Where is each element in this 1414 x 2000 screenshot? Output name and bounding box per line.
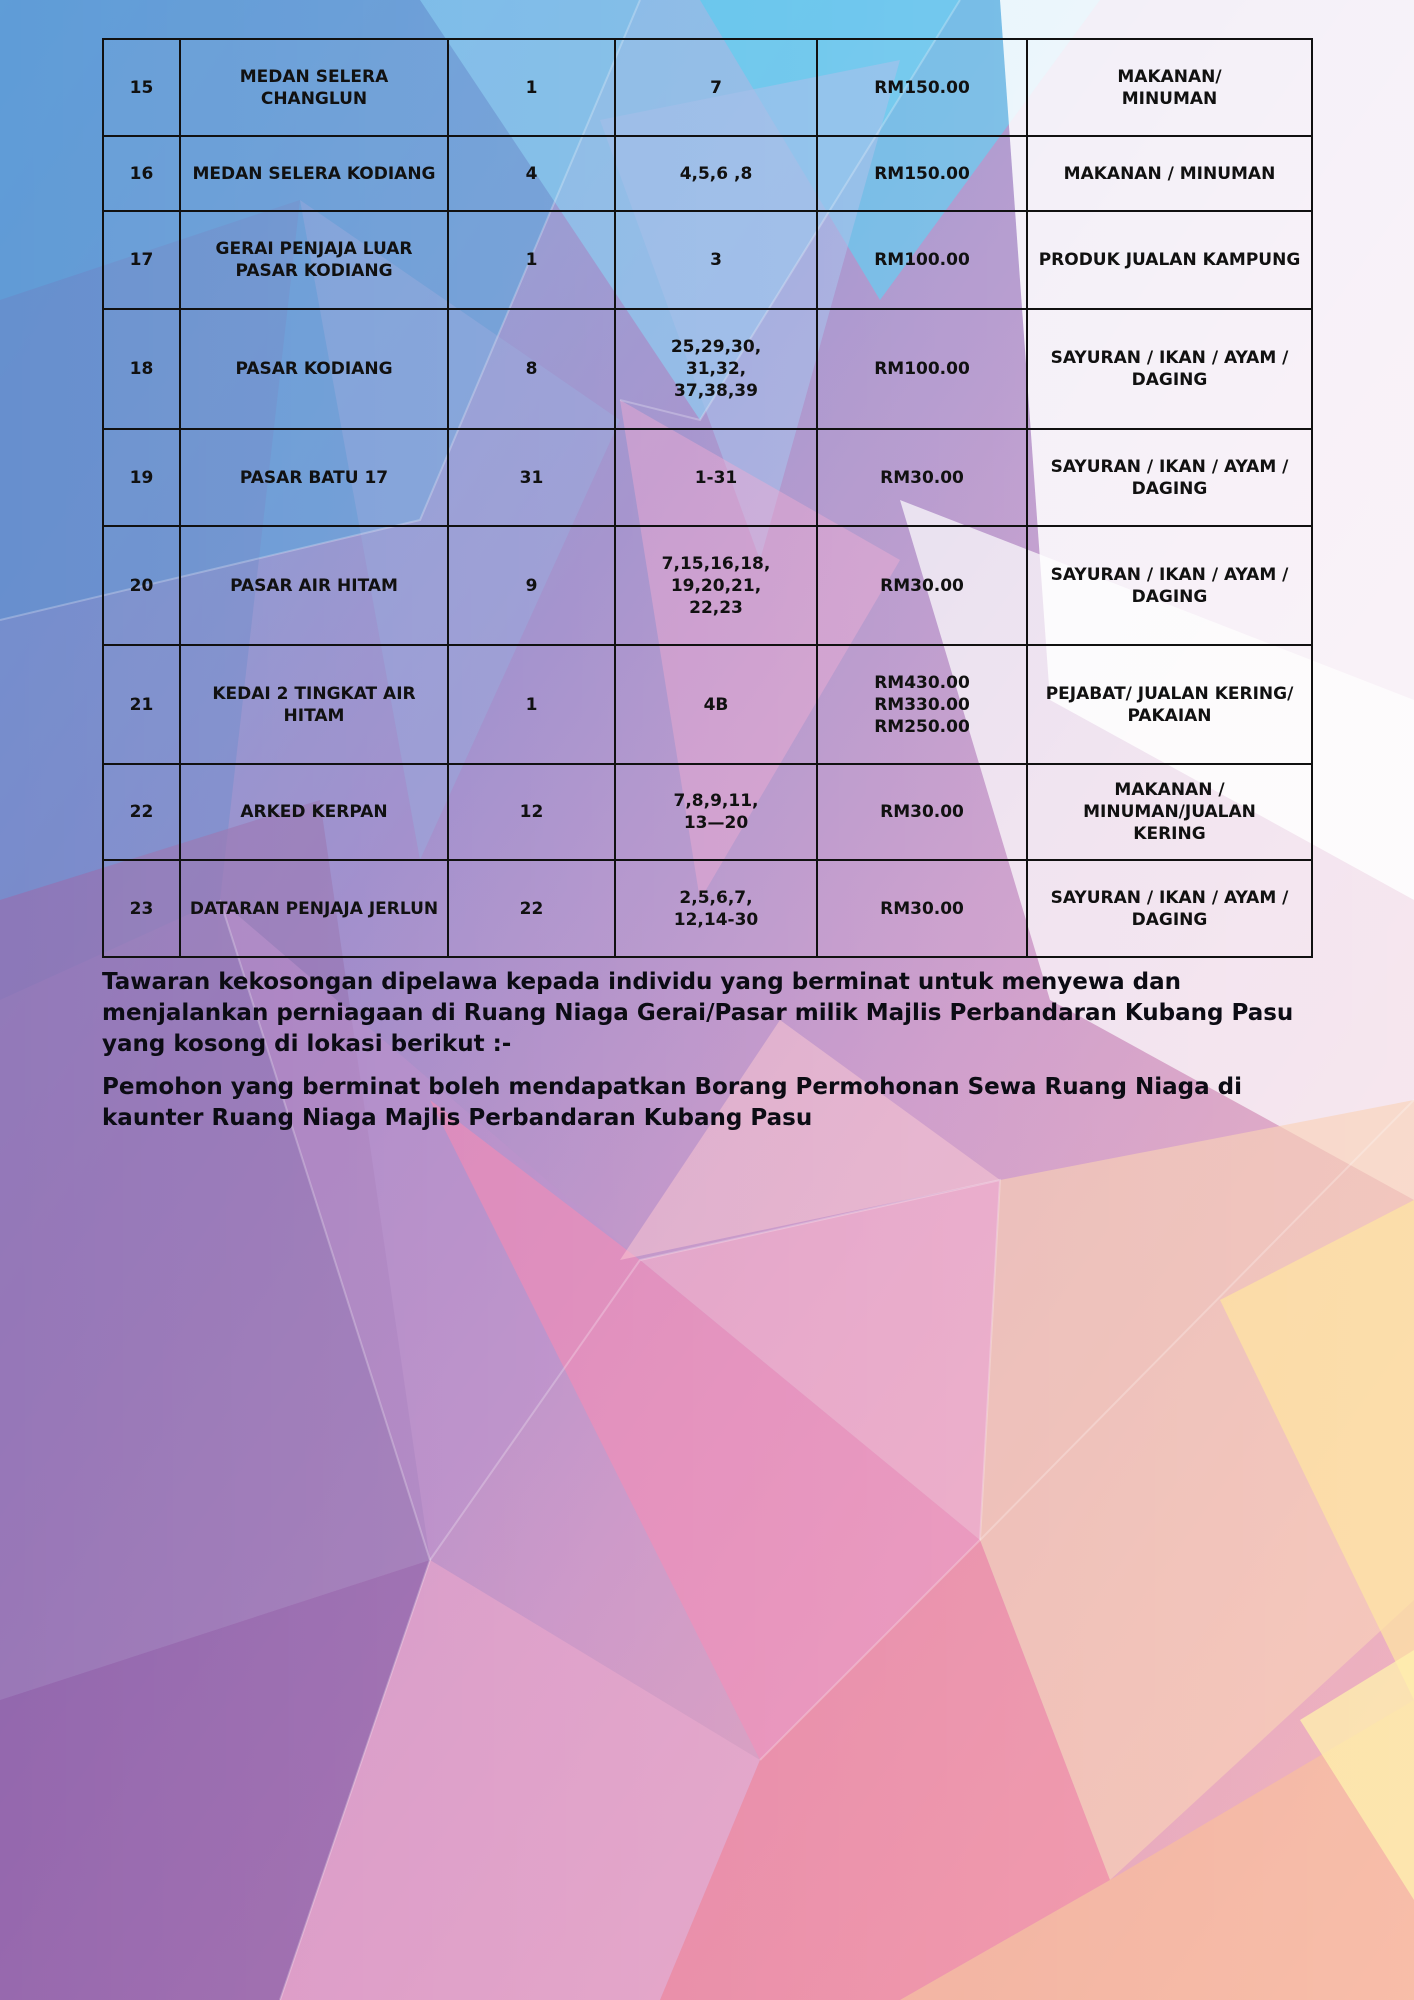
location-name: MEDAN SELERA KODIANG [180,136,448,211]
rental-rate: RM430.00 RM330.00 RM250.00 [817,645,1027,764]
vacant-count: 4 [448,136,615,211]
location-name: MEDAN SELERA CHANGLUN [180,39,448,136]
row-number: 18 [103,309,180,429]
rental-rate: RM30.00 [817,860,1027,957]
business-category: SAYURAN / IKAN / AYAM / DAGING [1027,429,1312,526]
rental-rate: RM30.00 [817,429,1027,526]
table-row [103,136,1312,211]
business-category: PEJABAT/ JUALAN KERING/ PAKAIAN [1027,645,1312,764]
location-name: PASAR BATU 17 [180,429,448,526]
rental-rate: RM150.00 [817,39,1027,136]
vacant-count: 12 [448,764,615,860]
row-number: 16 [103,136,180,211]
vacant-count: 9 [448,526,615,645]
table-row [103,39,1312,136]
vacant-count: 1 [448,39,615,136]
location-name: ARKED KERPAN [180,764,448,860]
vacancy-table [102,38,1313,958]
vacant-count: 31 [448,429,615,526]
table-row [103,526,1312,645]
lot-numbers: 25,29,30, 31,32, 37,38,39 [615,309,817,429]
table-row [103,429,1312,526]
lot-numbers: 2,5,6,7, 12,14-30 [615,860,817,957]
lot-numbers: 3 [615,211,817,309]
location-name: KEDAI 2 TINGKAT AIR HITAM [180,645,448,764]
location-name: PASAR KODIANG [180,309,448,429]
business-category: SAYURAN / IKAN / AYAM / DAGING [1027,526,1312,645]
row-number: 23 [103,860,180,957]
vacant-count: 22 [448,860,615,957]
rental-rate: RM100.00 [817,309,1027,429]
table-row [103,645,1312,764]
rental-rate: RM100.00 [817,211,1027,309]
row-number: 22 [103,764,180,860]
vacancy-offer-paragraph: Tawaran kekosongan dipelawa kepada individu yang berminat untuk menyewa dan menjalankan perniagaan di Ruang Niaga Gerai/Pasar milik Majlis Perbandaran Kubang Pasu yang kosong di lokasi berikut :- [102,969,1294,1057]
row-number: 19 [103,429,180,526]
lot-numbers: 7,15,16,18, 19,20,21, 22,23 [615,526,817,645]
row-number: 20 [103,526,180,645]
vacant-count: 1 [448,645,615,764]
row-number: 15 [103,39,180,136]
business-category: SAYURAN / IKAN / AYAM / DAGING [1027,309,1312,429]
application-form-paragraph: Pemohon yang berminat boleh mendapatkan Borang Permohonan Sewa Ruang Niaga di kaunter Ruang Niaga Majlis Perbandaran Kubang Pasu [102,1074,1242,1131]
location-name: GERAI PENJAJA LUAR PASAR KODIANG [180,211,448,309]
lot-numbers: 7,8,9,11, 13—20 [615,764,817,860]
business-category: PRODUK JUALAN KAMPUNG [1027,211,1312,309]
rental-rate: RM150.00 [817,136,1027,211]
table-row [103,309,1312,429]
business-category: SAYURAN / IKAN / AYAM / DAGING [1027,860,1312,957]
lot-numbers: 1-31 [615,429,817,526]
business-category: MAKANAN / MINUMAN/JUALAN KERING [1027,764,1312,860]
vacant-count: 1 [448,211,615,309]
lot-numbers: 4,5,6 ,8 [615,136,817,211]
table-row [103,211,1312,309]
location-name: PASAR AIR HITAM [180,526,448,645]
business-category: MAKANAN / MINUMAN [1027,136,1312,211]
row-number: 21 [103,645,180,764]
vacant-count: 8 [448,309,615,429]
lot-numbers: 4B [615,645,817,764]
location-name: DATARAN PENJAJA JERLUN [180,860,448,957]
rental-rate: RM30.00 [817,764,1027,860]
business-category: MAKANAN/ MINUMAN [1027,39,1312,136]
row-number: 17 [103,211,180,309]
table-row [103,764,1312,860]
lot-numbers: 7 [615,39,817,136]
table-row [103,860,1312,957]
rental-rate: RM30.00 [817,526,1027,645]
